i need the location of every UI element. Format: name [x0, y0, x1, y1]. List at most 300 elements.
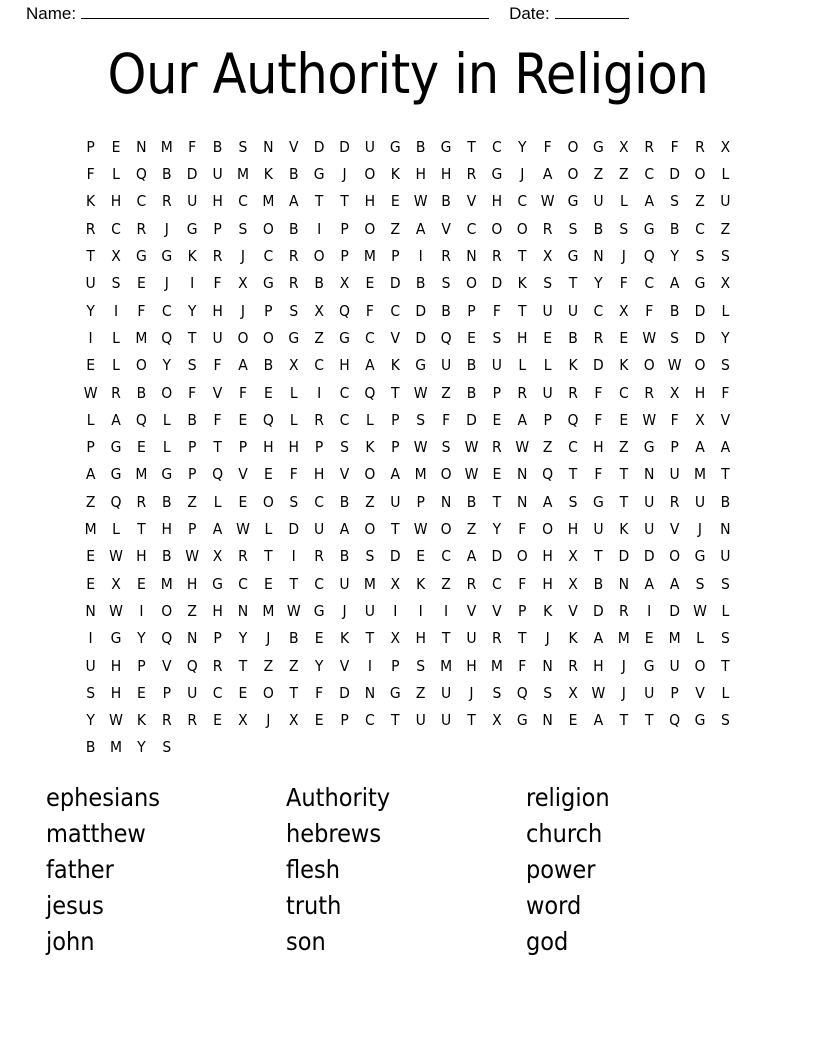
- grid-letter[interactable]: D: [339, 683, 350, 702]
- grid-letter[interactable]: Z: [695, 192, 705, 211]
- grid-letter[interactable]: C: [441, 547, 451, 566]
- grid-letter[interactable]: O: [262, 219, 274, 238]
- grid-letter[interactable]: V: [339, 465, 350, 484]
- grid-letter[interactable]: P: [416, 492, 425, 511]
- grid-letter[interactable]: P: [213, 629, 222, 648]
- grid-letter[interactable]: G: [110, 438, 122, 457]
- grid-letter[interactable]: D: [415, 301, 427, 320]
- grid-letter[interactable]: Q: [135, 165, 147, 184]
- grid-letter[interactable]: Q: [643, 247, 655, 266]
- grid-letter[interactable]: P: [518, 601, 527, 620]
- grid-letter[interactable]: R: [618, 601, 629, 620]
- grid-letter[interactable]: X: [390, 574, 401, 593]
- grid-letter[interactable]: R: [212, 247, 223, 266]
- grid-letter[interactable]: F: [289, 465, 298, 484]
- grid-letter[interactable]: P: [238, 438, 248, 457]
- grid-letter[interactable]: B: [339, 492, 350, 511]
- grid-letter[interactable]: A: [669, 274, 680, 293]
- grid-letter[interactable]: T: [264, 547, 273, 566]
- grid-letter[interactable]: E: [136, 274, 146, 293]
- grid-letter[interactable]: R: [542, 219, 553, 238]
- grid-letter[interactable]: U: [85, 274, 96, 293]
- grid-letter[interactable]: X: [238, 274, 248, 293]
- grid-letter[interactable]: U: [390, 492, 401, 511]
- grid-letter[interactable]: O: [694, 656, 706, 675]
- grid-letter[interactable]: P: [86, 438, 95, 457]
- grid-letter[interactable]: U: [440, 683, 452, 702]
- grid-letter[interactable]: U: [669, 465, 680, 484]
- grid-letter[interactable]: M: [490, 656, 503, 675]
- grid-letter[interactable]: I: [88, 328, 93, 347]
- grid-letter[interactable]: B: [339, 547, 350, 566]
- grid-letter[interactable]: M: [414, 465, 427, 484]
- grid-letter[interactable]: V: [288, 137, 299, 156]
- grid-letter[interactable]: M: [668, 629, 681, 648]
- grid-letter[interactable]: N: [618, 574, 630, 593]
- grid-letter[interactable]: Y: [721, 328, 730, 347]
- grid-letter[interactable]: L: [721, 601, 730, 620]
- grid-letter[interactable]: X: [619, 137, 629, 156]
- grid-letter[interactable]: O: [161, 601, 173, 620]
- grid-letter[interactable]: B: [593, 219, 604, 238]
- grid-letter[interactable]: E: [136, 683, 146, 702]
- grid-letter[interactable]: J: [520, 165, 525, 184]
- grid-letter[interactable]: Y: [137, 629, 146, 648]
- grid-letter[interactable]: E: [263, 383, 273, 402]
- grid-letter[interactable]: S: [720, 629, 730, 648]
- grid-letter[interactable]: L: [696, 629, 704, 648]
- grid-letter[interactable]: H: [161, 520, 173, 539]
- grid-letter[interactable]: E: [644, 629, 654, 648]
- grid-letter[interactable]: N: [542, 656, 553, 675]
- word-list-item[interactable]: matthew: [46, 818, 146, 848]
- grid-letter[interactable]: M: [84, 520, 97, 539]
- grid-letter[interactable]: Q: [135, 410, 147, 429]
- grid-letter[interactable]: S: [86, 683, 96, 702]
- grid-letter[interactable]: B: [187, 410, 197, 429]
- grid-letter[interactable]: U: [694, 492, 706, 511]
- grid-letter[interactable]: E: [365, 274, 375, 293]
- grid-letter[interactable]: F: [645, 301, 654, 320]
- word-list-item[interactable]: word: [526, 890, 582, 920]
- grid-letter[interactable]: T: [441, 629, 451, 648]
- grid-letter[interactable]: R: [288, 247, 299, 266]
- grid-letter[interactable]: G: [643, 656, 655, 675]
- grid-letter[interactable]: I: [317, 383, 322, 402]
- grid-letter[interactable]: A: [593, 711, 604, 730]
- grid-letter[interactable]: X: [568, 683, 578, 702]
- grid-letter[interactable]: D: [389, 274, 401, 293]
- grid-letter[interactable]: H: [212, 192, 223, 211]
- grid-letter[interactable]: A: [593, 629, 604, 648]
- grid-letter[interactable]: D: [669, 601, 680, 620]
- grid-letter[interactable]: O: [516, 547, 528, 566]
- grid-letter[interactable]: M: [135, 465, 148, 484]
- grid-letter[interactable]: Q: [339, 301, 351, 320]
- grid-letter[interactable]: Y: [238, 629, 248, 648]
- grid-letter[interactable]: J: [342, 165, 347, 184]
- grid-letter[interactable]: B: [415, 137, 426, 156]
- grid-letter[interactable]: J: [164, 219, 169, 238]
- grid-letter[interactable]: P: [137, 656, 146, 675]
- grid-letter[interactable]: B: [136, 383, 147, 402]
- grid-letter[interactable]: R: [314, 547, 324, 566]
- grid-letter[interactable]: Z: [542, 438, 553, 457]
- grid-letter[interactable]: E: [492, 465, 502, 484]
- grid-letter[interactable]: H: [542, 547, 553, 566]
- grid-letter[interactable]: F: [213, 274, 222, 293]
- grid-letter[interactable]: U: [85, 656, 96, 675]
- grid-letter[interactable]: I: [418, 601, 423, 620]
- grid-letter[interactable]: U: [593, 520, 604, 539]
- grid-letter[interactable]: W: [413, 520, 428, 539]
- grid-letter[interactable]: R: [593, 328, 604, 347]
- grid-letter[interactable]: V: [238, 465, 248, 484]
- grid-letter[interactable]: F: [213, 410, 222, 429]
- grid-letter[interactable]: Z: [314, 328, 324, 347]
- grid-letter[interactable]: W: [109, 547, 123, 566]
- grid-letter[interactable]: O: [364, 219, 376, 238]
- grid-letter[interactable]: U: [720, 547, 731, 566]
- grid-letter[interactable]: U: [415, 711, 426, 730]
- grid-letter[interactable]: P: [340, 711, 349, 730]
- grid-letter[interactable]: W: [109, 711, 123, 730]
- grid-letter[interactable]: E: [543, 328, 553, 347]
- grid-letter[interactable]: X: [568, 547, 578, 566]
- grid-letter[interactable]: T: [340, 192, 349, 211]
- grid-letter[interactable]: S: [720, 711, 730, 730]
- grid-letter[interactable]: G: [313, 165, 325, 184]
- grid-letter[interactable]: W: [236, 520, 250, 539]
- grid-letter[interactable]: R: [644, 383, 655, 402]
- grid-letter[interactable]: C: [238, 574, 248, 593]
- grid-letter[interactable]: E: [86, 356, 96, 375]
- grid-letter[interactable]: T: [721, 465, 730, 484]
- grid-letter[interactable]: B: [85, 738, 96, 757]
- grid-letter[interactable]: K: [568, 356, 578, 375]
- grid-letter[interactable]: F: [594, 465, 603, 484]
- grid-letter[interactable]: B: [466, 383, 477, 402]
- grid-letter[interactable]: M: [160, 137, 173, 156]
- grid-letter[interactable]: E: [213, 711, 222, 730]
- grid-letter[interactable]: M: [262, 601, 275, 620]
- grid-letter[interactable]: A: [339, 520, 350, 539]
- grid-letter[interactable]: A: [644, 574, 654, 593]
- grid-letter[interactable]: D: [466, 410, 477, 429]
- grid-letter[interactable]: B: [441, 301, 451, 320]
- word-list-item[interactable]: father: [46, 854, 114, 884]
- grid-letter[interactable]: V: [466, 192, 477, 211]
- grid-letter[interactable]: I: [418, 247, 423, 266]
- grid-letter[interactable]: B: [466, 356, 477, 375]
- grid-letter[interactable]: X: [492, 711, 502, 730]
- grid-letter[interactable]: U: [339, 574, 350, 593]
- grid-letter[interactable]: H: [212, 301, 223, 320]
- grid-letter[interactable]: T: [137, 520, 146, 539]
- grid-letter[interactable]: W: [286, 601, 301, 620]
- grid-letter[interactable]: X: [669, 383, 680, 402]
- grid-letter[interactable]: S: [670, 328, 680, 347]
- grid-letter[interactable]: G: [212, 574, 223, 593]
- grid-letter[interactable]: R: [288, 274, 299, 293]
- grid-letter[interactable]: I: [139, 601, 144, 620]
- grid-letter[interactable]: L: [162, 410, 171, 429]
- grid-letter[interactable]: Z: [187, 492, 197, 511]
- grid-letter[interactable]: X: [111, 247, 121, 266]
- grid-letter[interactable]: C: [314, 492, 324, 511]
- grid-letter[interactable]: N: [263, 137, 274, 156]
- grid-letter[interactable]: Q: [669, 711, 681, 730]
- grid-letter[interactable]: B: [263, 356, 274, 375]
- grid-letter[interactable]: B: [466, 492, 477, 511]
- grid-letter[interactable]: T: [289, 683, 298, 702]
- grid-letter[interactable]: J: [240, 247, 246, 266]
- grid-letter[interactable]: C: [593, 301, 604, 320]
- grid-letter[interactable]: P: [670, 683, 679, 702]
- grid-letter[interactable]: N: [364, 683, 376, 702]
- grid-letter[interactable]: A: [669, 574, 680, 593]
- grid-letter[interactable]: B: [415, 274, 426, 293]
- grid-letter[interactable]: I: [113, 301, 119, 320]
- grid-letter[interactable]: Q: [161, 629, 173, 648]
- grid-letter[interactable]: C: [238, 192, 248, 211]
- grid-letter[interactable]: M: [109, 738, 123, 757]
- grid-letter[interactable]: G: [186, 219, 198, 238]
- grid-letter[interactable]: G: [389, 137, 401, 156]
- grid-letter[interactable]: W: [109, 601, 123, 620]
- grid-letter[interactable]: R: [695, 137, 705, 156]
- grid-letter[interactable]: X: [619, 301, 629, 320]
- grid-letter[interactable]: M: [160, 574, 173, 593]
- grid-letter[interactable]: P: [314, 438, 324, 457]
- grid-letter[interactable]: O: [262, 328, 274, 347]
- grid-letter[interactable]: C: [161, 301, 172, 320]
- grid-letter[interactable]: T: [238, 656, 248, 675]
- grid-letter[interactable]: T: [619, 465, 629, 484]
- grid-letter[interactable]: S: [492, 328, 502, 347]
- grid-letter[interactable]: S: [441, 274, 451, 293]
- grid-letter[interactable]: O: [643, 356, 655, 375]
- grid-letter[interactable]: A: [390, 465, 401, 484]
- grid-letter[interactable]: Q: [542, 465, 554, 484]
- grid-letter[interactable]: H: [415, 629, 426, 648]
- grid-letter[interactable]: I: [291, 547, 296, 566]
- grid-letter[interactable]: G: [516, 711, 528, 730]
- grid-letter[interactable]: Y: [594, 274, 603, 293]
- grid-letter[interactable]: G: [262, 274, 274, 293]
- grid-letter[interactable]: W: [413, 192, 428, 211]
- grid-letter[interactable]: T: [518, 247, 527, 266]
- grid-letter[interactable]: N: [440, 492, 452, 511]
- grid-letter[interactable]: Q: [516, 683, 528, 702]
- grid-letter[interactable]: B: [162, 547, 172, 566]
- grid-letter[interactable]: D: [415, 328, 427, 347]
- grid-letter[interactable]: J: [266, 711, 271, 730]
- grid-letter[interactable]: D: [669, 165, 680, 184]
- grid-letter[interactable]: X: [288, 356, 299, 375]
- grid-letter[interactable]: U: [542, 383, 553, 402]
- grid-letter[interactable]: H: [542, 574, 553, 593]
- grid-letter[interactable]: C: [491, 137, 502, 156]
- grid-letter[interactable]: L: [289, 383, 298, 402]
- grid-letter[interactable]: X: [212, 547, 223, 566]
- grid-letter[interactable]: G: [415, 356, 427, 375]
- grid-letter[interactable]: K: [390, 165, 400, 184]
- grid-letter[interactable]: O: [669, 547, 681, 566]
- grid-letter[interactable]: T: [391, 711, 400, 730]
- grid-letter[interactable]: U: [542, 301, 553, 320]
- grid-letter[interactable]: N: [542, 711, 553, 730]
- grid-letter[interactable]: E: [263, 574, 273, 593]
- grid-letter[interactable]: S: [289, 492, 299, 511]
- grid-letter[interactable]: E: [492, 410, 502, 429]
- grid-letter[interactable]: O: [440, 465, 452, 484]
- grid-letter[interactable]: H: [415, 165, 426, 184]
- grid-letter[interactable]: D: [339, 137, 350, 156]
- grid-letter[interactable]: V: [390, 328, 401, 347]
- grid-letter[interactable]: N: [643, 465, 655, 484]
- grid-letter[interactable]: S: [187, 356, 197, 375]
- grid-letter[interactable]: Q: [212, 465, 224, 484]
- grid-letter[interactable]: A: [695, 438, 705, 457]
- grid-letter[interactable]: J: [621, 247, 626, 266]
- grid-letter[interactable]: T: [467, 711, 476, 730]
- grid-letter[interactable]: Y: [86, 711, 95, 730]
- grid-letter[interactable]: C: [314, 356, 324, 375]
- grid-letter[interactable]: X: [720, 137, 731, 156]
- grid-letter[interactable]: E: [238, 683, 248, 702]
- grid-letter[interactable]: R: [517, 383, 528, 402]
- grid-letter[interactable]: F: [213, 356, 222, 375]
- grid-letter[interactable]: H: [136, 547, 147, 566]
- grid-letter[interactable]: N: [186, 629, 198, 648]
- grid-letter[interactable]: D: [694, 328, 706, 347]
- grid-letter[interactable]: F: [137, 301, 146, 320]
- grid-letter[interactable]: T: [213, 438, 222, 457]
- grid-letter[interactable]: S: [365, 547, 375, 566]
- word-list-item[interactable]: church: [526, 818, 603, 848]
- word-list-item[interactable]: son: [286, 926, 326, 956]
- grid-letter[interactable]: O: [440, 520, 452, 539]
- grid-letter[interactable]: B: [162, 165, 172, 184]
- grid-letter[interactable]: V: [720, 410, 731, 429]
- grid-letter[interactable]: U: [440, 356, 452, 375]
- grid-letter[interactable]: N: [85, 601, 96, 620]
- grid-letter[interactable]: F: [543, 137, 552, 156]
- grid-letter[interactable]: Z: [263, 656, 274, 675]
- grid-letter[interactable]: M: [262, 192, 275, 211]
- grid-letter[interactable]: Y: [162, 356, 172, 375]
- grid-letter[interactable]: L: [112, 520, 120, 539]
- grid-letter[interactable]: B: [314, 274, 324, 293]
- grid-letter[interactable]: M: [693, 465, 707, 484]
- grid-letter[interactable]: Z: [593, 165, 604, 184]
- grid-letter[interactable]: O: [161, 383, 173, 402]
- grid-letter[interactable]: A: [111, 410, 121, 429]
- word-list-item[interactable]: john: [46, 926, 95, 956]
- grid-letter[interactable]: N: [136, 137, 147, 156]
- grid-letter[interactable]: Z: [288, 656, 299, 675]
- grid-letter[interactable]: O: [135, 356, 147, 375]
- grid-letter[interactable]: E: [467, 328, 476, 347]
- grid-letter[interactable]: M: [440, 656, 453, 675]
- grid-letter[interactable]: H: [466, 656, 477, 675]
- grid-letter[interactable]: Q: [110, 492, 122, 511]
- grid-letter[interactable]: W: [540, 192, 555, 211]
- grid-letter[interactable]: V: [339, 656, 350, 675]
- grid-letter[interactable]: U: [491, 356, 502, 375]
- grid-letter[interactable]: S: [340, 438, 349, 457]
- grid-letter[interactable]: U: [212, 328, 223, 347]
- grid-letter[interactable]: F: [594, 410, 603, 429]
- grid-letter[interactable]: T: [365, 629, 375, 648]
- grid-letter[interactable]: S: [695, 247, 705, 266]
- grid-letter[interactable]: C: [644, 165, 655, 184]
- grid-letter[interactable]: Z: [187, 601, 197, 620]
- grid-letter[interactable]: S: [720, 247, 730, 266]
- grid-letter[interactable]: E: [263, 465, 273, 484]
- grid-letter[interactable]: W: [667, 356, 682, 375]
- grid-letter[interactable]: K: [390, 356, 400, 375]
- grid-letter[interactable]: V: [568, 601, 578, 620]
- grid-letter[interactable]: H: [313, 465, 325, 484]
- grid-letter[interactable]: H: [491, 192, 503, 211]
- grid-letter[interactable]: O: [364, 165, 376, 184]
- grid-letter[interactable]: T: [619, 711, 629, 730]
- word-list-item[interactable]: religion: [526, 782, 610, 812]
- grid-letter[interactable]: Q: [440, 328, 452, 347]
- grid-letter[interactable]: P: [670, 438, 679, 457]
- grid-letter[interactable]: O: [567, 137, 579, 156]
- grid-letter[interactable]: K: [187, 247, 197, 266]
- grid-letter[interactable]: R: [644, 137, 655, 156]
- grid-letter[interactable]: F: [238, 383, 247, 402]
- grid-letter[interactable]: I: [190, 274, 195, 293]
- grid-letter[interactable]: Z: [441, 383, 451, 402]
- grid-letter[interactable]: X: [339, 274, 350, 293]
- grid-letter[interactable]: S: [416, 410, 426, 429]
- grid-letter[interactable]: T: [391, 383, 400, 402]
- grid-letter[interactable]: B: [162, 492, 172, 511]
- grid-letter[interactable]: O: [364, 520, 376, 539]
- grid-letter[interactable]: C: [644, 274, 655, 293]
- grid-letter[interactable]: R: [187, 711, 198, 730]
- grid-letter[interactable]: R: [492, 247, 502, 266]
- grid-letter[interactable]: Z: [441, 574, 451, 593]
- grid-letter[interactable]: A: [517, 410, 528, 429]
- grid-letter[interactable]: H: [110, 656, 122, 675]
- grid-letter[interactable]: X: [238, 711, 248, 730]
- grid-letter[interactable]: Q: [161, 328, 173, 347]
- grid-letter[interactable]: X: [314, 301, 324, 320]
- grid-letter[interactable]: W: [642, 410, 657, 429]
- grid-letter[interactable]: D: [694, 301, 706, 320]
- grid-letter[interactable]: E: [619, 410, 629, 429]
- grid-letter[interactable]: G: [643, 438, 655, 457]
- grid-letter[interactable]: F: [594, 383, 603, 402]
- grid-letter[interactable]: T: [721, 656, 730, 675]
- grid-letter[interactable]: K: [339, 629, 350, 648]
- grid-letter[interactable]: A: [720, 438, 731, 457]
- grid-letter[interactable]: U: [567, 301, 579, 320]
- grid-letter[interactable]: J: [164, 274, 169, 293]
- grid-letter[interactable]: S: [441, 438, 451, 457]
- grid-letter[interactable]: D: [389, 547, 401, 566]
- grid-letter[interactable]: B: [212, 137, 223, 156]
- grid-letter[interactable]: L: [721, 165, 730, 184]
- grid-letter[interactable]: G: [593, 492, 604, 511]
- grid-letter[interactable]: J: [621, 683, 626, 702]
